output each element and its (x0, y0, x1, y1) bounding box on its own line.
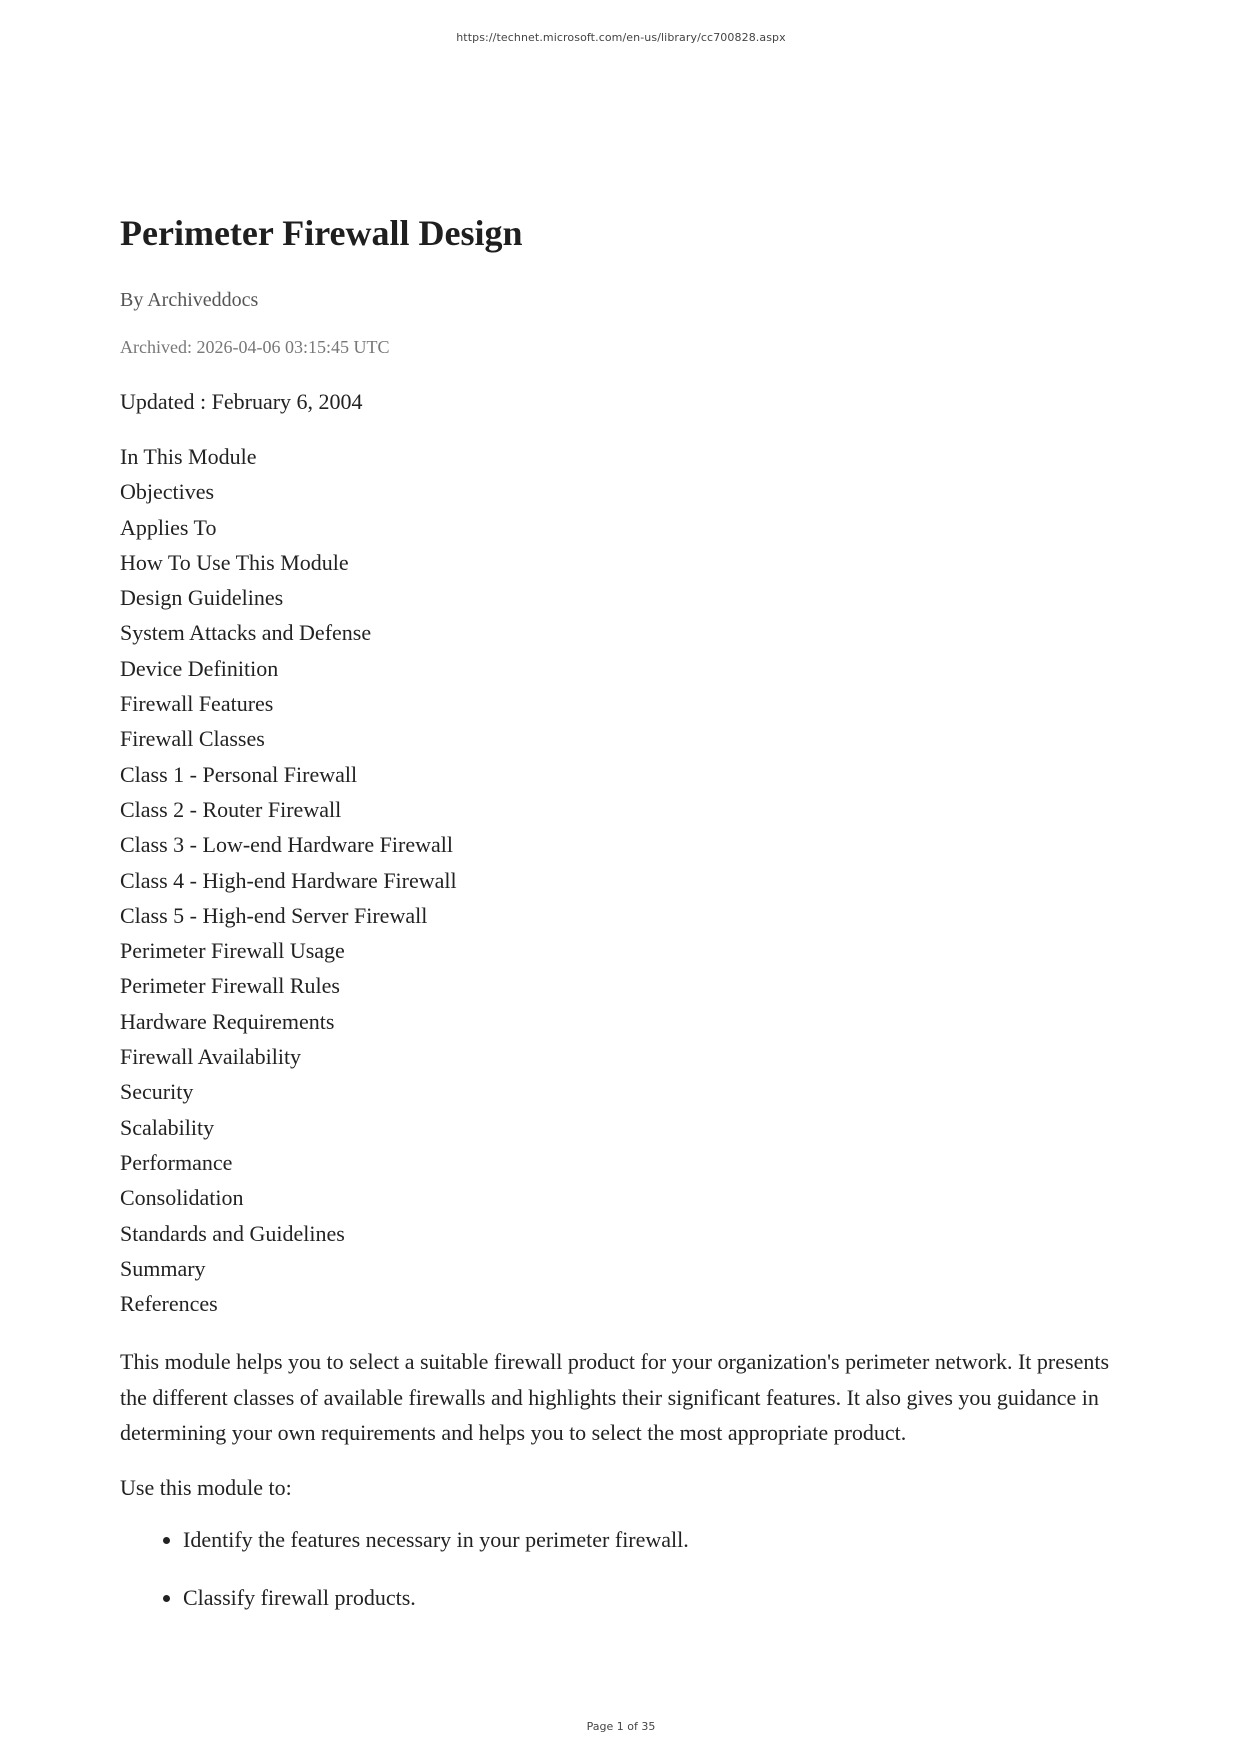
archived-timestamp: Archived: 2026-04-06 03:15:45 UTC (120, 337, 390, 357)
author-byline: By Archiveddocs (120, 289, 259, 311)
toc-item-applies-to[interactable]: Applies To (120, 514, 217, 540)
toc-item-system-attacks[interactable]: System Attacks and Defense (120, 620, 372, 646)
toc-item-firewall-usage[interactable]: Perimeter Firewall Usage (120, 938, 345, 964)
page-url: https://technet.microsoft.com/en-us/library/cc700828.aspx (456, 31, 786, 44)
toc-item-design-guidelines[interactable]: Design Guidelines (120, 585, 284, 611)
toc-item-hardware-requirements[interactable]: Hardware Requirements (120, 1008, 335, 1034)
toc-item-class-1[interactable]: Class 1 - Personal Firewall (120, 761, 358, 787)
page-number: Page 1 of 35 (586, 1720, 656, 1733)
table-of-contents (120, 439, 1120, 1321)
list-item: • Identify the features necessary in your perimeter firewall. (183, 1525, 1120, 1555)
toc-item-firewall-classes[interactable]: Firewall Classes (120, 726, 265, 752)
updated-date: Updated : February 6, 2004 (120, 389, 363, 414)
toc-item-consolidation[interactable]: Consolidation (120, 1185, 244, 1211)
toc-item-how-to-use[interactable]: How To Use This Module (120, 549, 349, 575)
objectives-list (120, 1525, 1120, 1613)
toc-item-class-2[interactable]: Class 2 - Router Firewall (120, 796, 342, 822)
intro-paragraph: This module helps you to select a suitable firewall product for your organization's perimeter network. It presents the different classes of available firewalls and highlights their significant features. It also gives you guidance in determining your own requirements and helps you to select the most appropriate product. (120, 1349, 1110, 1446)
toc-item-class-4[interactable]: Class 4 - High-end Hardware Firewall (120, 867, 457, 893)
toc-item-security[interactable]: Security (120, 1079, 194, 1105)
toc-item-in-this-module[interactable]: In This Module (120, 444, 257, 469)
use-module-label: Use this module to: (120, 1474, 292, 1500)
toc-item-scalability[interactable]: Scalability (120, 1114, 215, 1140)
toc-item-summary[interactable]: Summary (120, 1255, 206, 1281)
toc-item-performance[interactable]: Performance (120, 1149, 233, 1175)
toc-item-firewall-rules[interactable]: Perimeter Firewall Rules (120, 973, 340, 999)
page-title: Perimeter Firewall Design (120, 213, 523, 253)
toc-item-device-definition[interactable]: Device Definition (120, 655, 279, 681)
list-item: • Classify firewall products. (183, 1583, 1120, 1613)
toc-item-standards[interactable]: Standards and Guidelines (120, 1220, 345, 1246)
toc-item-class-3[interactable]: Class 3 - Low-end Hardware Firewall (120, 832, 453, 858)
toc-item-firewall-availability[interactable]: Firewall Availability (120, 1044, 302, 1070)
toc-item-objectives[interactable]: Objectives (120, 479, 215, 505)
toc-item-class-5[interactable]: Class 5 - High-end Server Firewall (120, 902, 428, 928)
toc-item-firewall-features[interactable]: Firewall Features (120, 691, 274, 717)
article (120, 210, 1120, 1641)
toc-item-references[interactable]: References (120, 1291, 218, 1317)
